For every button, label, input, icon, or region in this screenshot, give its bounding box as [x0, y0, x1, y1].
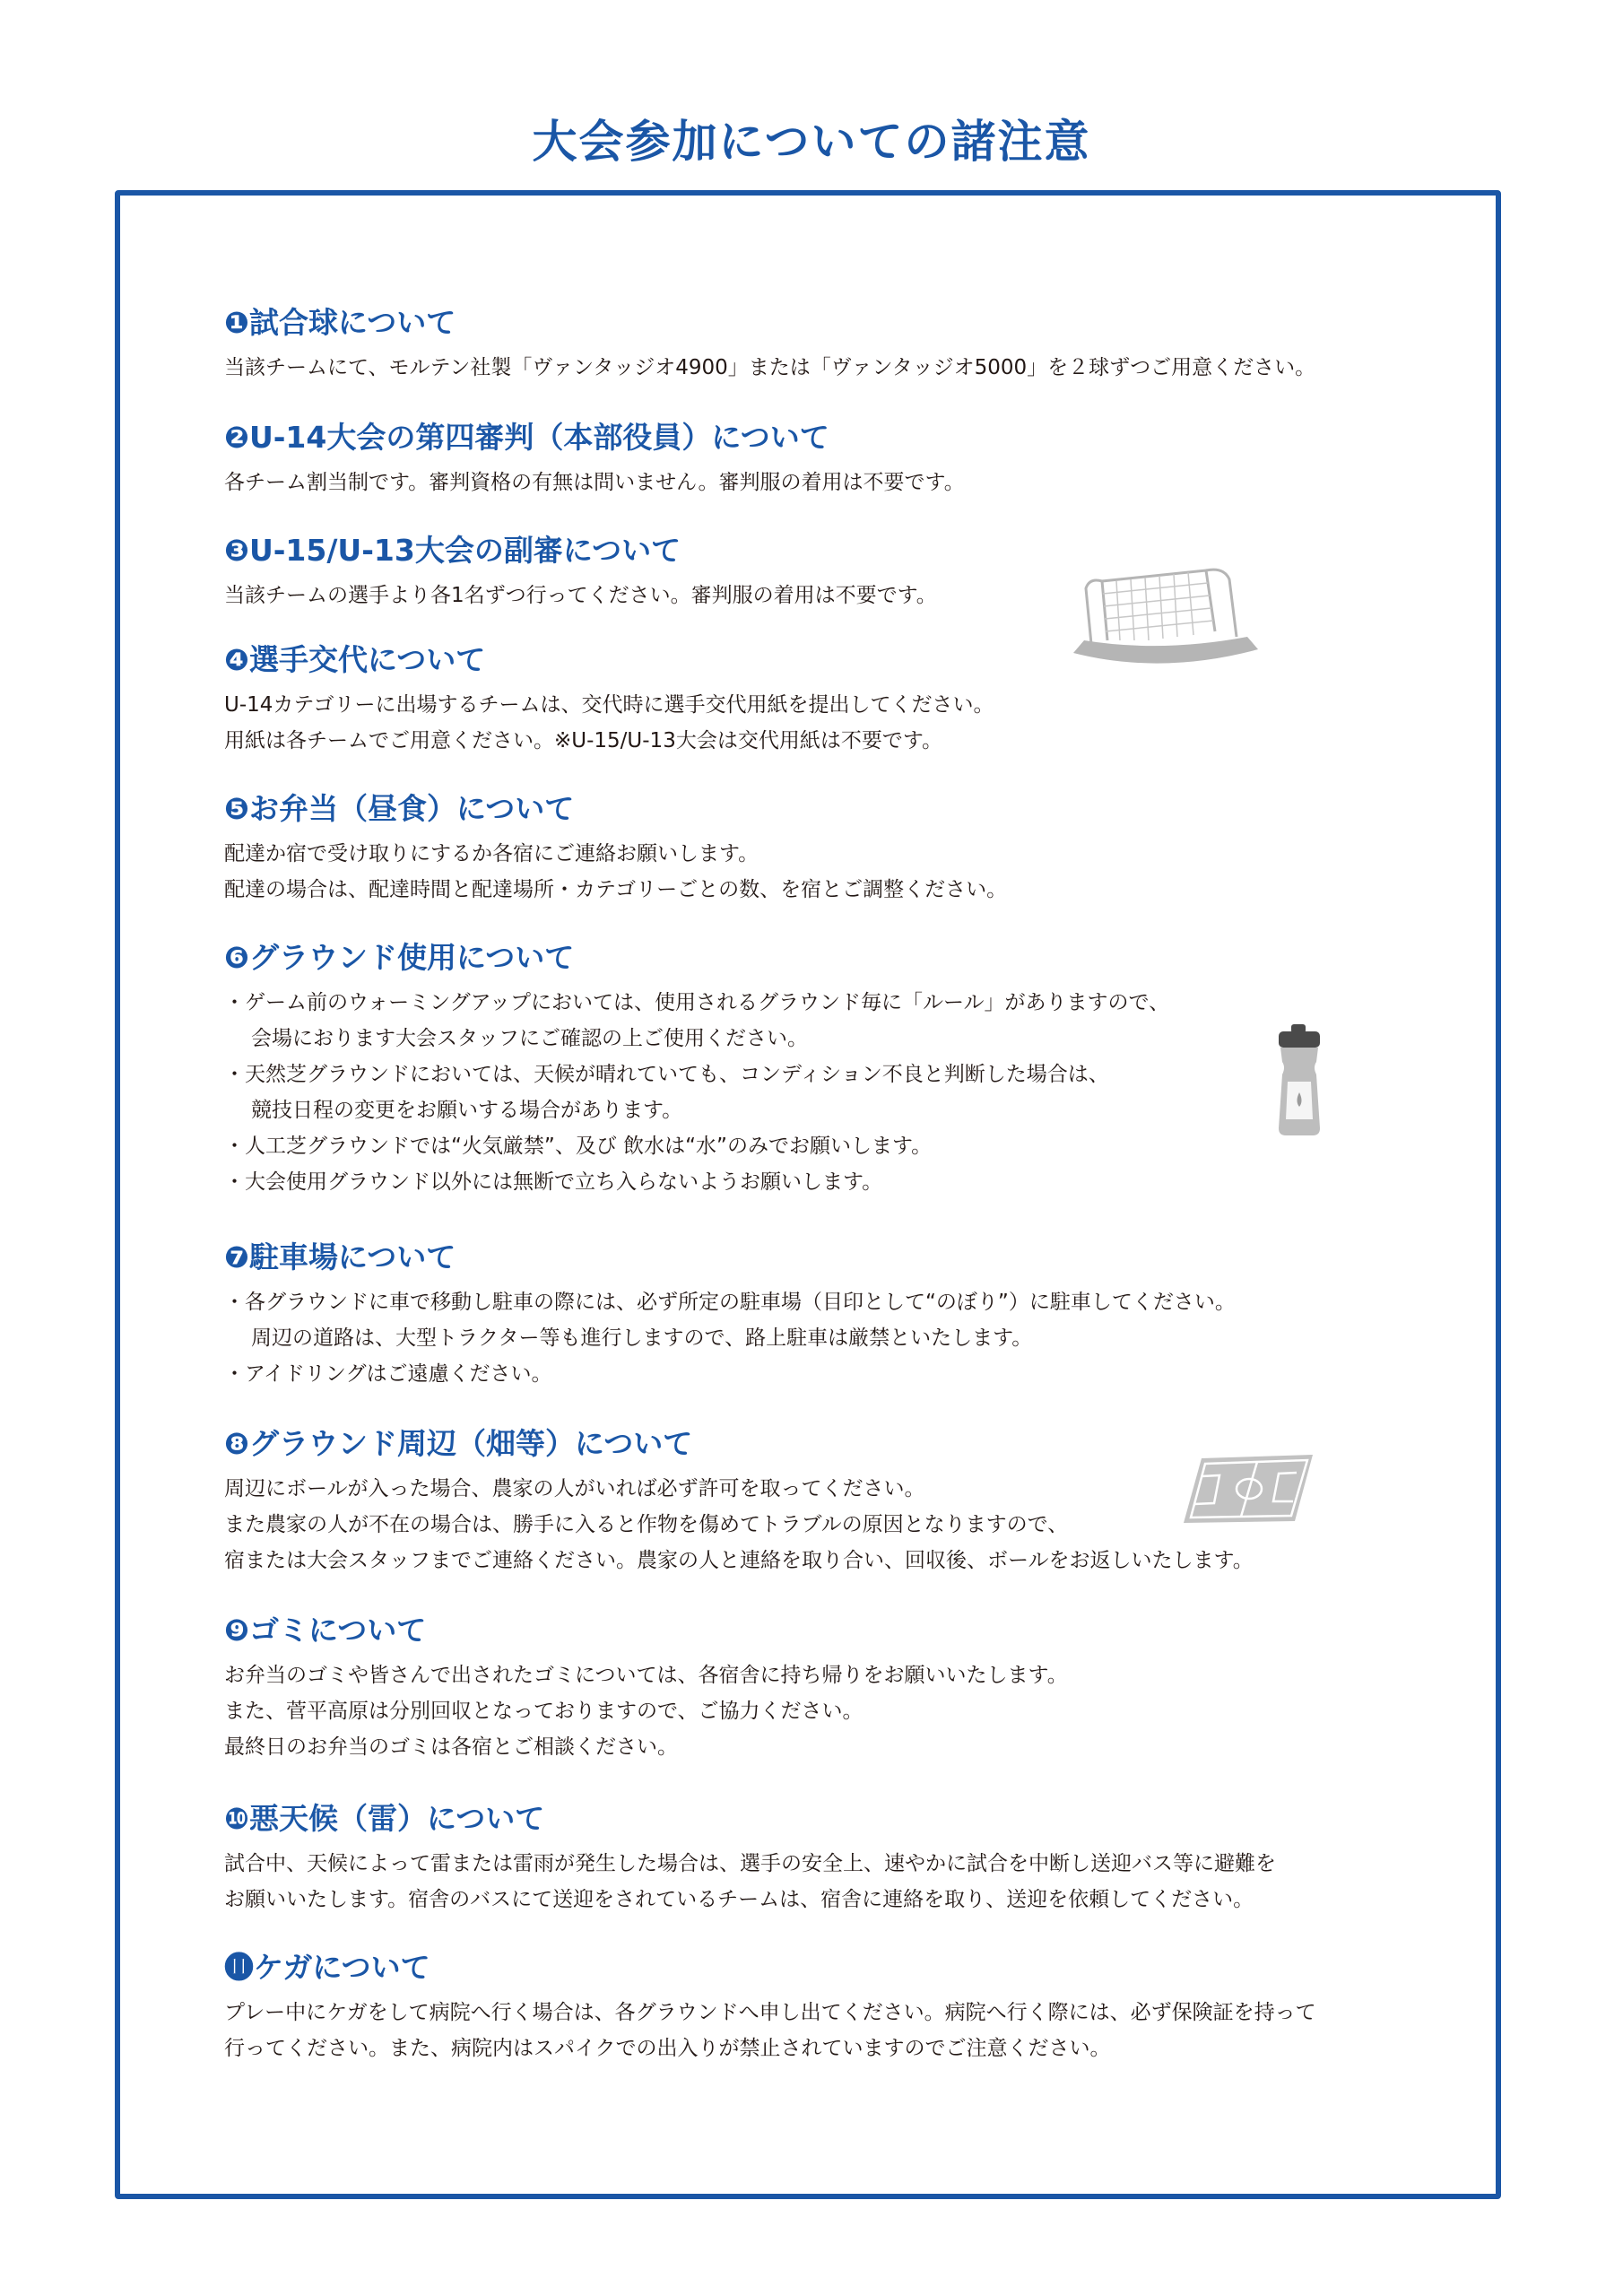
section-line: ・各グラウンドに車で移動し駐車の際には、必ず所定の駐車場（目印として“のぼり”）に駐車してください。: [224, 1291, 1236, 1314]
section-line: 会場におります大会スタッフにご確認の上ご使用ください。: [251, 1027, 808, 1050]
section-heading: ❸U-15/U-13大会の副審について: [224, 533, 681, 568]
section-line: お弁当のゴミや皆さんで出されたゴミについては、各宿舎に持ち帰りをお願いいたします。: [224, 1664, 1068, 1687]
section-fourth-official: [224, 418, 1408, 500]
section-heading: ❾ゴミについて: [224, 1613, 427, 1648]
page-title: 大会参加についての諸注意: [532, 116, 1091, 168]
section-heading: ❻グラウンド使用について: [224, 940, 575, 975]
section-bad-weather: [224, 1799, 1408, 1918]
section-line: 用紙は各チームでご用意ください。※U-15/U-13大会は交代用紙は不要です。: [224, 729, 942, 752]
section-line: プレー中にケガをして病院へ行く場合は、各グラウンドへ申し出てください。病院へ行く際には、必ず保険証を持って: [224, 2001, 1316, 2024]
section-line: U-14カテゴリーに出場するチームは、交代時に選手交代用紙を提出してください。: [224, 693, 994, 717]
water-bottle-icon: [1271, 1022, 1331, 1139]
section-injury: [224, 1948, 1408, 2066]
section-line: また農家の人が不在の場合は、勝手に入ると作物を傷めてトラブルの原因となりますので、: [224, 1513, 1069, 1536]
section-heading: ❶試合球について: [224, 305, 456, 340]
section-heading: ❼駐車場について: [224, 1239, 456, 1274]
section-line: 競技日程の変更をお願いする場合があります。: [251, 1099, 683, 1122]
section-ground-use: [224, 938, 1408, 1200]
section-line: 試合中、天候によって雷または雷雨が発生した場合は、選手の安全上、速やかに試合を中断し送迎バス等に避難を: [224, 1852, 1276, 1875]
section-line: 宿または大会スタッフまでご連絡ください。農家の人と連絡を取り合い、回収後、ボールをお返しいたします。: [224, 1549, 1254, 1572]
section-line: 周辺にボールが入った場合、農家の人がいれば必ず許可を取ってください。: [224, 1477, 925, 1500]
section-heading: ❷U-14大会の第四審判（本部役員）について: [224, 420, 829, 455]
section-heading: ❺お弁当（昼食）について: [224, 791, 575, 826]
section-heading: ❽グラウンド周辺（畑等）について: [224, 1426, 693, 1461]
section-line: 周辺の道路は、大型トラクター等も進行しますので、路上駐車は厳禁といたします。: [251, 1326, 1033, 1350]
section-line: また、菅平高原は分別回収となっておりますので、ご協力ください。: [224, 1700, 864, 1723]
section-heading: ⓫ケガについて: [224, 1950, 430, 1985]
section-parking: [224, 1238, 1408, 1392]
section-line: お願いいたします。宿舎のバスにて送迎をされているチームは、宿舎に連絡を取り、送迎を依頼してください。: [224, 1888, 1254, 1911]
section-heading: ❿悪天候（雷）について: [224, 1801, 545, 1836]
soccer-field-icon: [1182, 1453, 1316, 1525]
section-line: ・人工芝グラウンドでは“火気厳禁”、及び 飲水は“水”のみでお願いします。: [224, 1135, 933, 1158]
section-line: ・天然芝グラウンドにおいては、天候が晴れていても、コンディション不良と判断した場合は、: [224, 1063, 1109, 1086]
soccer-goal-icon: [1072, 563, 1260, 669]
section-line: ・ゲーム前のウォーミングアップにおいては、使用されるグラウンド毎に「ルール」がありますので、: [224, 991, 1170, 1014]
section-garbage: [224, 1611, 1408, 1765]
section-line: ・アイドリングはご遠慮ください。: [224, 1362, 552, 1386]
section-line: 配達か宿で受け取りにするか各宿にご連絡お願いします。: [224, 842, 759, 865]
section-line: 当該チームの選手より各1名ずつ行ってください。審判服の着用は不要です。: [224, 584, 937, 607]
section-match-ball: [224, 303, 1408, 386]
section-heading: ❹選手交代について: [224, 642, 486, 677]
section-lunch: [224, 789, 1408, 908]
section-line: ・大会使用グラウンド以外には無断で立ち入らないようお願いします。: [224, 1170, 883, 1194]
section-line: 各チーム割当制です。審判資格の有無は問いません。審判服の着用は不要です。: [224, 471, 965, 494]
section-line: 行ってください。また、病院内はスパイクでの出入りが禁止されていますのでご注意ください。: [224, 2037, 1111, 2060]
section-line: 配達の場合は、配達時間と配達場所・カテゴリーごとの数、を宿とご調整ください。: [224, 878, 1008, 901]
section-line: 最終日のお弁当のゴミは各宿とご相談ください。: [224, 1735, 678, 1759]
section-line: 当該チームにて、モルテン社製「ヴァンタッジオ4900」または「ヴァンタッジオ5000」を２球ずつご用意ください。: [224, 356, 1316, 379]
